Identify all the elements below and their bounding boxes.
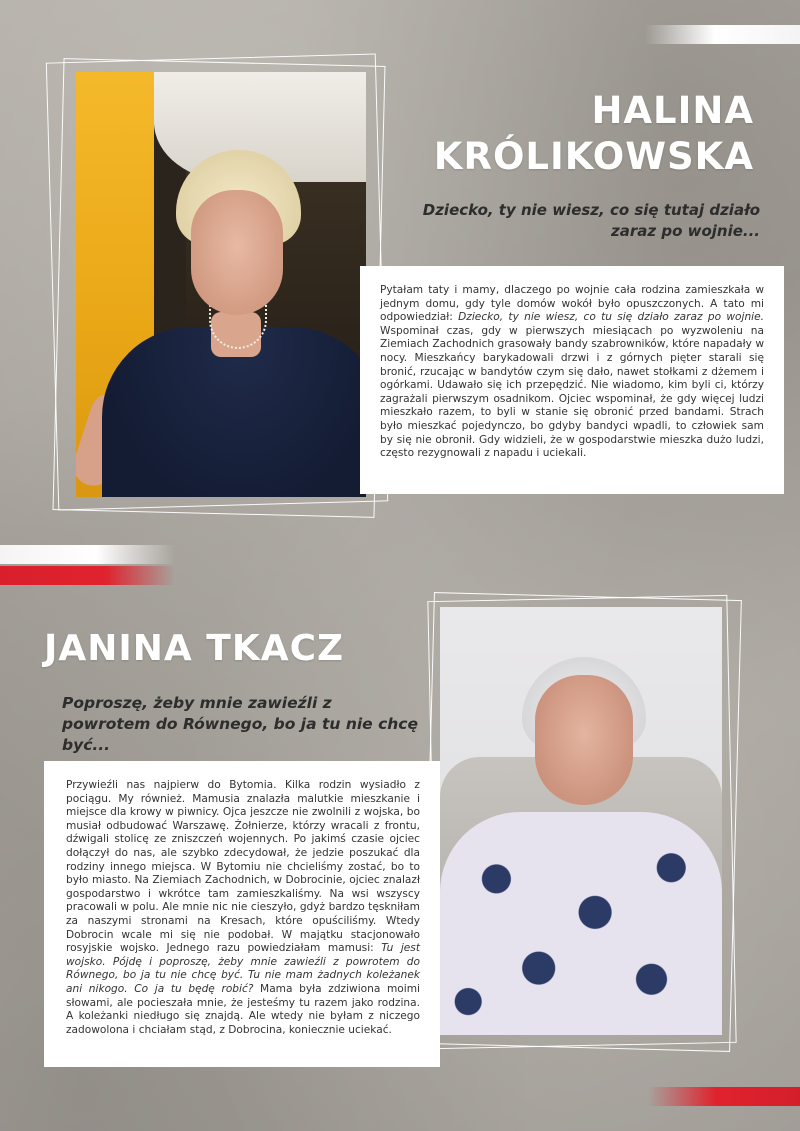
- person-name-janina: JANINA TKACZ: [44, 628, 345, 669]
- story-text-part: Przywieźli nas najpierw do Bytomia. Kilka rodzin wysiadło z pociągu. My również. Mamusia znalazła malutkie mieszkanie i miejsce dla krowy w piwnicy. Ojca jeszcze nie zwolnili z wojska, bo musiał odbudować Warszawę. Żołnierze, którzy wracali z frontu, dźwigali stolicę ze zniszczeń wojennych. Po jakimś czasie ojciec dołączył do nas, ale szybko zdecydował, że jedzie poszukać dla rodziny innego miejsca. W Bytomiu nie chcieliśmy zostać, bo to było miasto. Na Ziemiach Zachodnich, w Dobrocinie, ojciec znalazł gospodarstwo i wkrótce tam zamieszkaliśmy. Na wsi wszyscy pracowali w polu. Ale mnie nic nie cieszyło, gdyż bardzo tęskniłam za naszymi stronami na Kresach, które opuściliśmy. Wtedy Dobrocin wcale mi się nie podobał. W majątku stacjonowało rosyjskie wojsko. Jednego razu powiedziałam mamusi:: [66, 779, 420, 955]
- story-text-quoted: Dziecko, ty nie wiesz, co tu się działo zaraz po wojnie.: [458, 311, 764, 324]
- story-paragraph: [66, 779, 420, 1037]
- story-paragraph: [380, 284, 764, 461]
- quote-janina: Poproszę, żeby mnie zawieźli z powrotem do Równego, bo ja tu nie chcę być...: [62, 694, 419, 754]
- story-textbox-halina: [360, 266, 784, 494]
- name-line-last: KRÓLIKOWSKA: [433, 135, 754, 178]
- story-text-quoted: Tu jest wojsko. Pójdę i poproszę, żeby mnie zawieźli z powrotem do Równego, bo ja tu nie chcę być. Tu nie mam żadnych koleżanek ani nikogo. Co ja tu będę robić?: [66, 942, 420, 995]
- quote-halina: Dziecko, ty nie wiesz, co się tutaj działo zaraz po wojnie...: [422, 201, 760, 240]
- name-line-first: HALINA: [591, 89, 754, 132]
- decorative-stripe-red-bottom: [648, 1087, 800, 1106]
- story-text-part: Pytałam taty i mamy, dlaczego po wojnie cała rodzina zamieszkała w jednym domu, gdy tyle domów wokół było opuszczonych. A tato mi odpowiedział:: [380, 284, 764, 324]
- story-text-part: Mama była zdziwiona moimi słowami, ale pocieszała mnie, że jesteśmy tu razem jako rodzina. A koleżanki niedługo się znajdą. Ale wtedy nie byłam z niczego zadowolona i chciałam stąd, z Dobrocina, koniecznie uciekać.: [66, 982, 420, 1036]
- decorative-stripe-white-middle: [0, 545, 175, 564]
- photo-frame-halina-2: [53, 58, 386, 518]
- story-textbox-janina: [44, 761, 440, 1067]
- person-name-halina: [434, 88, 754, 180]
- decorative-stripe-red-middle: [0, 566, 175, 585]
- photo-frame-janina-2: [427, 595, 736, 1049]
- decorative-stripe-white-top: [645, 25, 800, 44]
- story-text-part: Wspominał czas, gdy w pierwszych miesiącach po wyzwoleniu na Ziemiach Zachodnich grasowały bandy szabrowników, które napadały w nocy. Mieszkańcy barykadowali drzwi i z górnych pięter starali się bronić, rzucając w bandytów czym się dało, nawet stołkami z dżemem i ogórkami. Udawało się ich przepędzić. Nie wiadomo, kim byli ci, którzy zagrażali pierwszym osadnikom. Ojciec wspominał, że gdy więcej ludzi mieszkało razem, to byli w stanie się obronić przed bandami. Strach było mieszkać pojedynczo, bo gdyby bandyci wpadli, to człowiek sam by się nie obronił. Gdy widzieli, że w gospodarstwie mieszka dużo ludzi, często rezygnowali z napadu i uciekali.: [380, 324, 764, 460]
